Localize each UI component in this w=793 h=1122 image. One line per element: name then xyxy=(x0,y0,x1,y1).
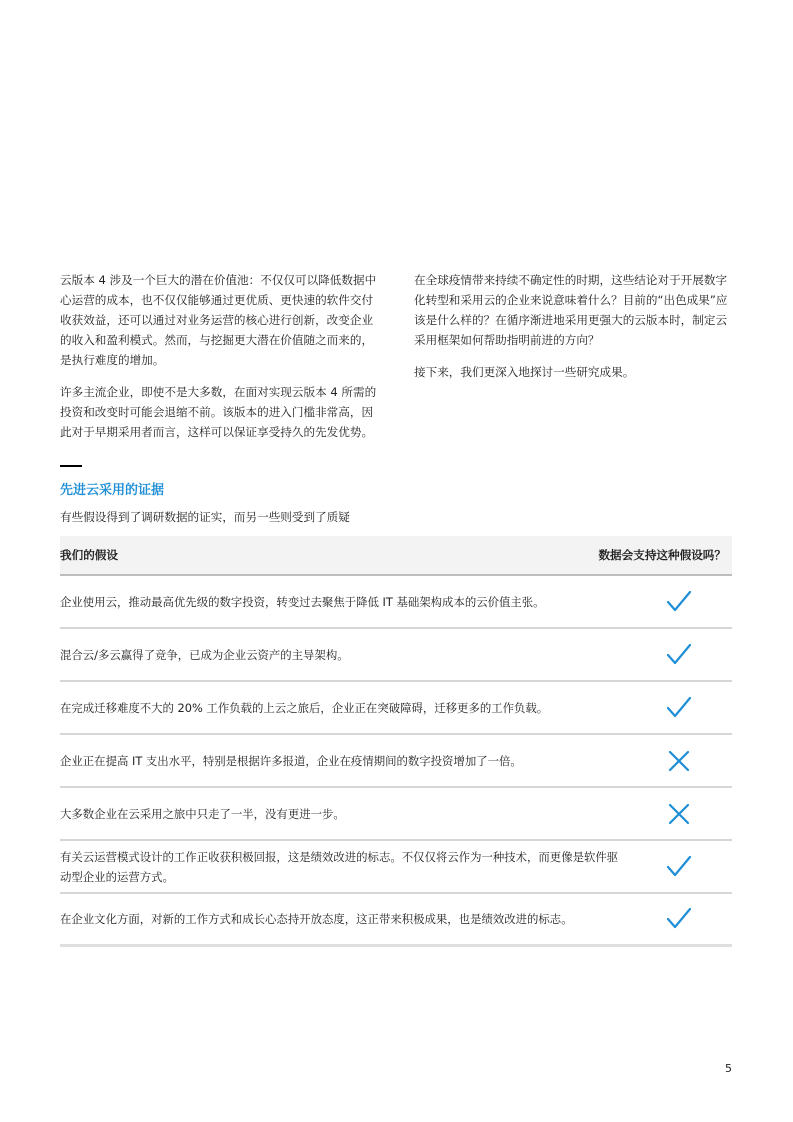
hypothesis-table xyxy=(60,536,732,947)
checkmark-icon xyxy=(620,590,732,614)
checkmark-icon xyxy=(620,696,732,720)
header-hypothesis: 我们的假设 xyxy=(60,548,118,562)
table-header xyxy=(60,536,732,576)
checkmark-icon xyxy=(620,643,732,667)
table-row xyxy=(60,841,732,894)
table-row xyxy=(60,576,732,629)
hypothesis-text: 在完成迁移难度不大的 20% 工作负载的上云之旅后，企业正在突破障碍，迁移更多的工作负载。 xyxy=(60,700,549,715)
table-row xyxy=(60,735,732,788)
section-title: 先进云采用的证据 xyxy=(60,483,165,498)
hypothesis-text: 大多数企业在云采用之旅中只走了一半，没有更进一步。 xyxy=(60,806,345,821)
table-row xyxy=(60,629,732,682)
checkmark-icon xyxy=(620,855,732,879)
hypothesis-text: 在企业文化方面，对新的工作方式和成长心态持开放态度，这正带来积极成果，也是绩效改进的标志。 xyxy=(60,912,573,926)
intro-paragraph: 云版本 4 涉及一个巨大的潜在价值池：不仅仅可以降低数据中心运营的成本，也不仅仅能够通过更优质、更快速的软件交付收获效益，还可以通过对业务运营的核心进行创新，改变企业的收入和盈利模式。然而，与挖掘更大潜在价值随之而来的，是执行难度的增加。 xyxy=(60,273,377,367)
intro-paragraph: 接下来，我们更深入地探讨一些研究成果。 xyxy=(414,365,635,379)
table-row xyxy=(60,894,732,947)
page-number: 5 xyxy=(725,1062,732,1075)
table-row xyxy=(60,682,732,735)
intro-paragraph: 在全球疫情带来持续不确定性的时期，这些结论对于开展数字化转型和采用云的企业来说意味着什么？目前的“出色成果”应该是什么样的？在循序渐进地采用更强大的云版本时，制定云采用框架如何帮助指明前进的方向？ xyxy=(414,273,728,347)
header-data-support: 数据会支持这种假设吗？ xyxy=(598,548,726,562)
hypothesis-text: 有关云运营模式设计的工作正收获积极回报，这是绩效改进的标志。不仅仅将云作为一种技术，而更像是软件驱动型企业的运营方式。 xyxy=(60,849,619,884)
intro-paragraph: 许多主流企业，即使不是大多数，在面对实现云版本 4 所需的投资和改变时可能会退缩不前。该版本的进入门槛非常高，因此对于早期采用者而言，这样可以保证享受持久的先发优势。 xyxy=(60,385,377,439)
intro-left-column xyxy=(60,270,380,454)
section-divider xyxy=(60,465,82,467)
hypothesis-text: 企业使用云，推动最高优先级的数字投资，转变过去聚焦于降低 IT 基础架构成本的云价值主张。 xyxy=(60,594,545,609)
checkmark-icon xyxy=(620,907,732,931)
hypothesis-text: 企业正在提高 IT 支出水平，特别是根据许多报道，企业在疫情期间的数字投资增加了一倍。 xyxy=(60,753,522,768)
cross-icon xyxy=(620,750,732,772)
table-row xyxy=(60,788,732,841)
hypothesis-text: 混合云/多云赢得了竞争，已成为企业云资产的主导架构。 xyxy=(60,647,349,662)
intro-right-column xyxy=(414,270,734,394)
section-subtitle: 有些假设得到了调研数据的证实，而另一些则受到了质疑 xyxy=(60,510,350,524)
cross-icon xyxy=(620,803,732,825)
